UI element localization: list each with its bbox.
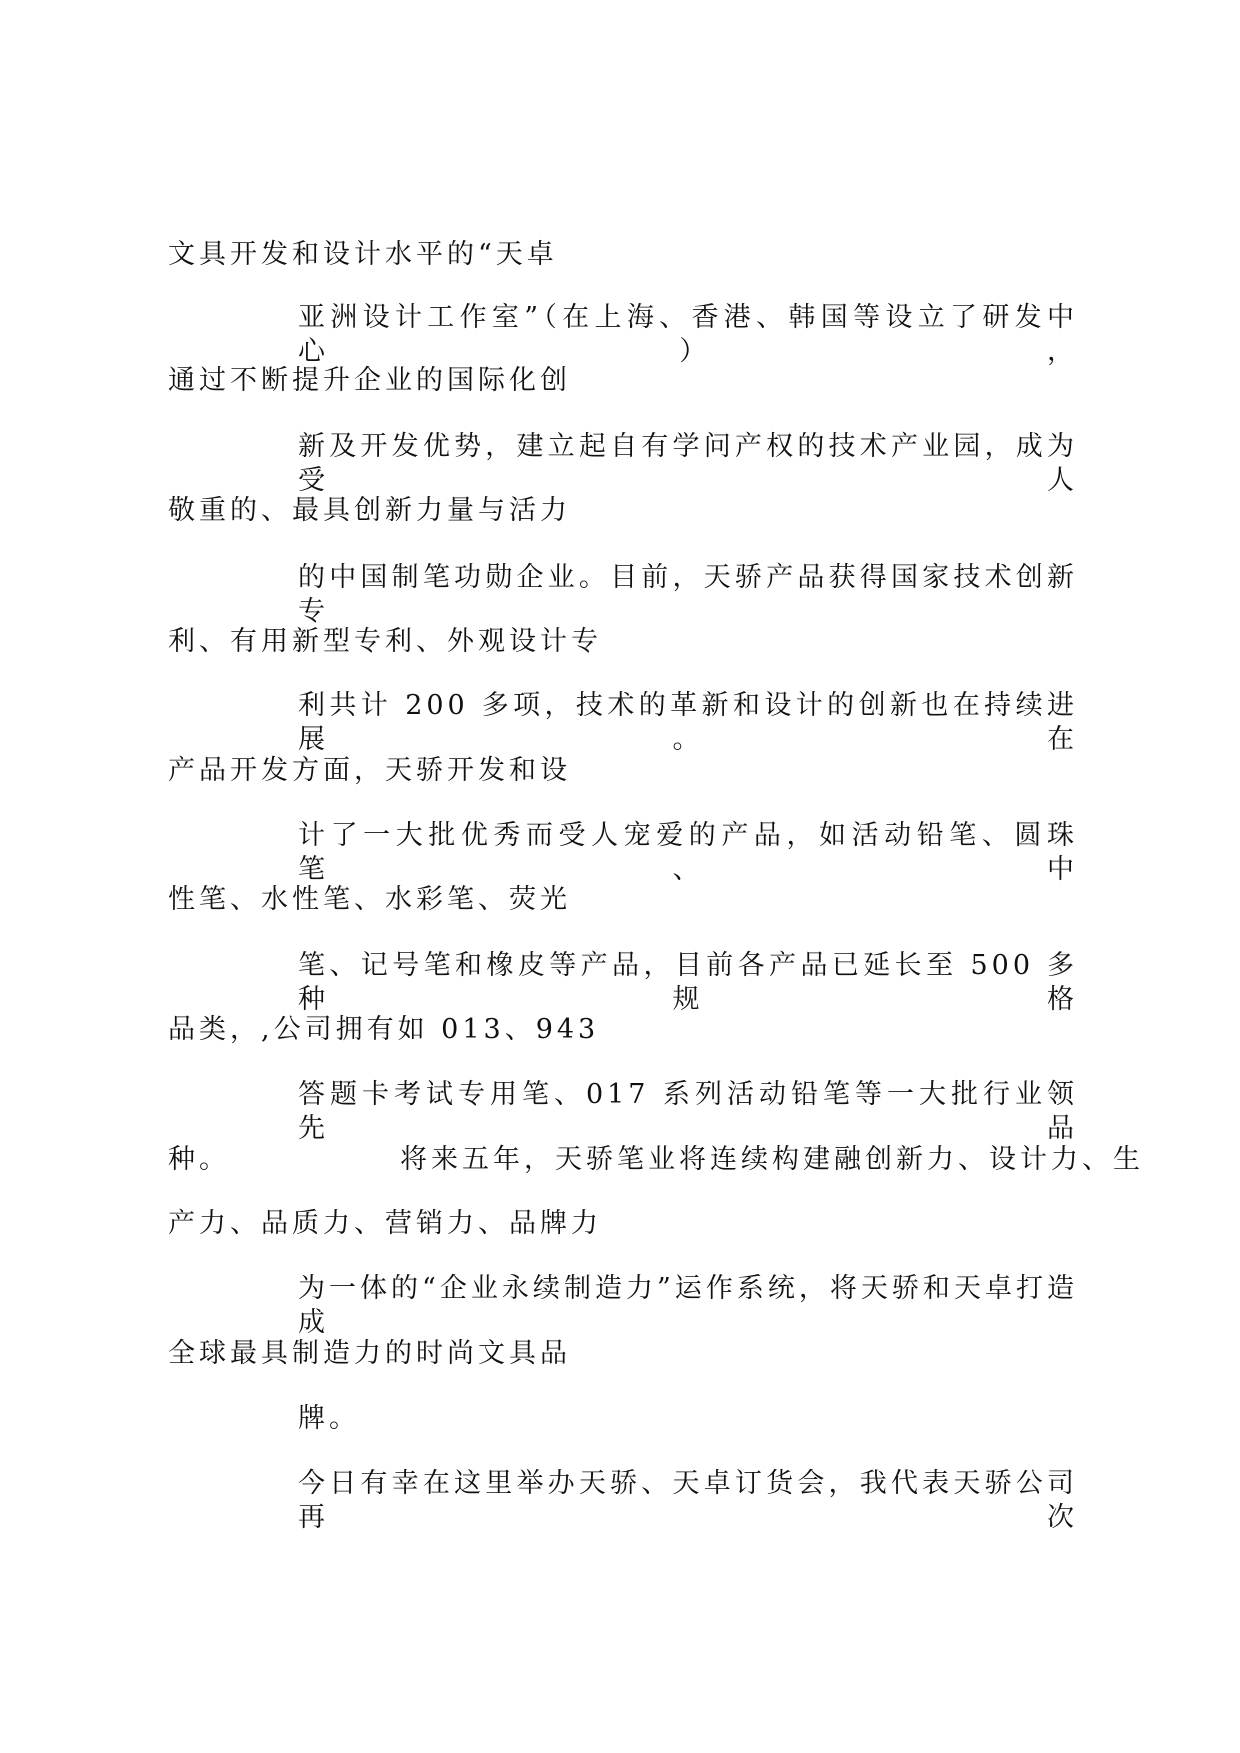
text-line: 产力、品质力、营销力、品牌力: [168, 1208, 602, 1239]
text-line: 通过不断提升企业的国际化创: [168, 365, 571, 396]
text-segment: 种。: [168, 1144, 230, 1175]
text-line: 今日有幸在这里举办天骄、天卓订货会，我代表天骄公司再次: [298, 1468, 1078, 1533]
text-line: [168, 1143, 1144, 1177]
text-line: 性笔、水性笔、水彩笔、荧光: [168, 884, 571, 915]
text-line: 产品开发方面，天骄开发和设: [168, 755, 571, 786]
text-line: 新及开发优势，建立起自有学问产权的技术产业园，成为受人: [298, 431, 1078, 496]
text-line: 笔、记号笔和橡皮等产品，目前各产品已延长至 500 多种规格: [298, 950, 1078, 1015]
text-segment: 将来五年，天骄笔业将连续构建融创新力、设计力、生: [400, 1144, 1144, 1175]
text-line: 的中国制笔功勋企业。目前，天骄产品获得国家技术创新专: [298, 562, 1078, 627]
text-line: 答题卡考试专用笔、017 系列活动铅笔等一大批行业领先品: [298, 1079, 1078, 1144]
text-line: 全球最具制造力的时尚文具品: [168, 1338, 571, 1369]
text-line: 牌。: [298, 1403, 360, 1434]
text-line: 计了一大批优秀而受人宠爱的产品，如活动铅笔、圆珠笔、中: [298, 820, 1078, 885]
text-line: 利共计 200 多项，技术的革新和设计的创新也在持续进展。在: [298, 690, 1078, 755]
text-line: 亚洲设计工作室”（在上海、香港、韩国等设立了研发中心），: [298, 302, 1078, 367]
text-line: 敬重的、最具创新力量与活力: [168, 495, 571, 526]
text-line: 为一体的“企业永续制造力”运作系统，将天骄和天卓打造成: [298, 1273, 1078, 1338]
text-line: 文具开发和设计水平的“天卓: [168, 239, 558, 270]
text-line: 利、有用新型专利、外观设计专: [168, 626, 602, 657]
text-line: 品类，,公司拥有如 013、943: [168, 1014, 600, 1045]
